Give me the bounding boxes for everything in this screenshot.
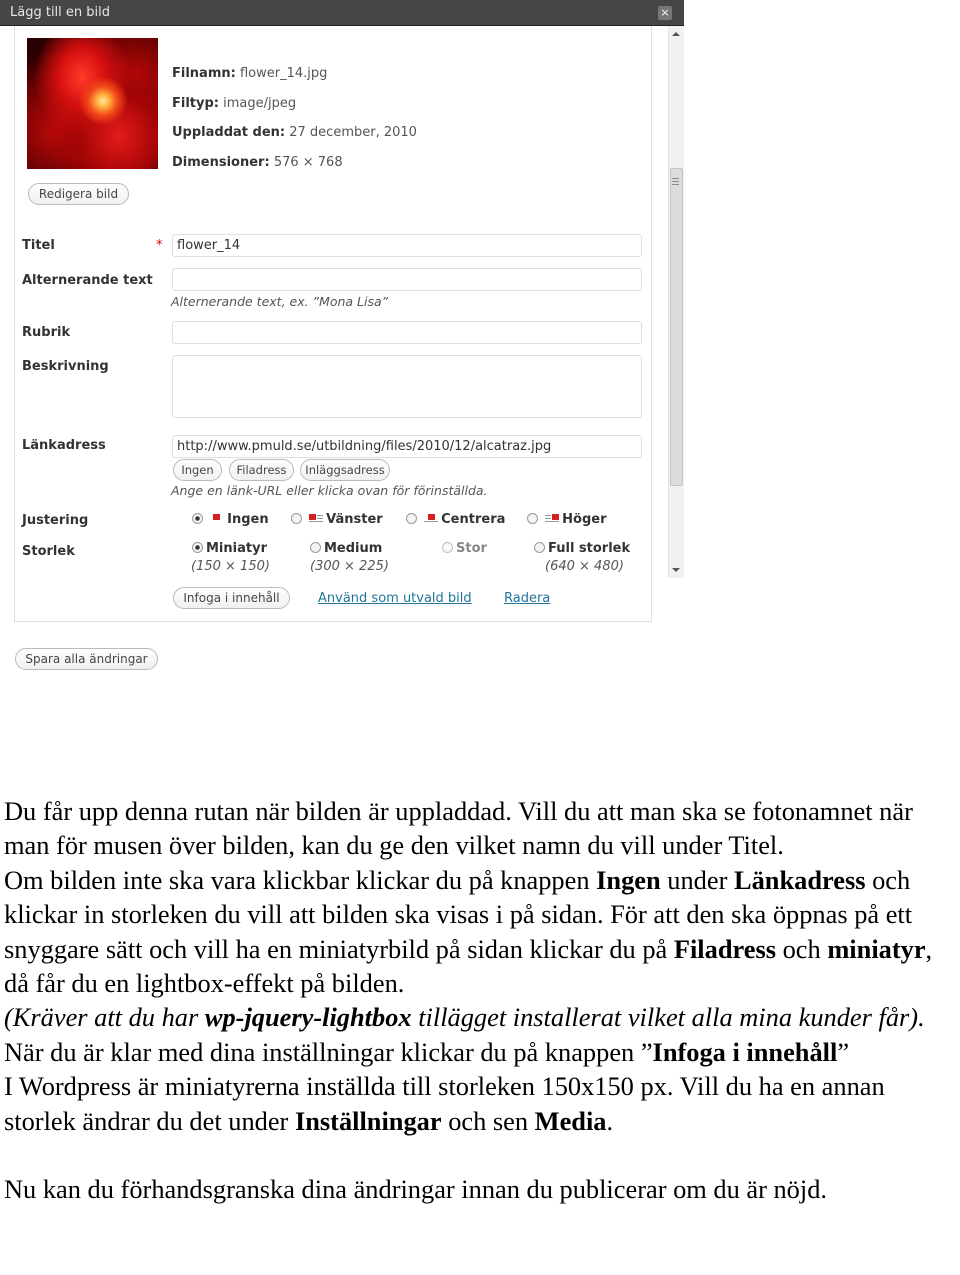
bold-filadress: Filadress <box>673 933 777 964</box>
size-full-option[interactable] <box>534 541 630 556</box>
size-medium-dims: (300 × 225) <box>310 559 389 574</box>
dimensions-value: 576 × 768 <box>273 155 343 170</box>
size-large-radio <box>442 542 453 553</box>
size-label: Storlek <box>22 544 75 559</box>
scrollbar[interactable] <box>668 26 684 578</box>
size-thumbnail-label: Miniatyr <box>206 541 267 556</box>
align-center-label: Centrera <box>441 512 506 527</box>
paragraph-preview: Nu kan du förhandsgranska dina ändringar innan du publicerar om du är nöjd. <box>4 1174 828 1205</box>
text-run: , då får du en lightbox-effekt på bilden. <box>4 933 933 999</box>
align-none-icon <box>210 513 224 523</box>
filename-value: flower_14.jpg <box>239 66 328 81</box>
caption-input[interactable] <box>172 321 642 344</box>
align-right-label: Höger <box>562 512 607 527</box>
align-left-radio[interactable] <box>291 513 302 524</box>
scroll-up-arrow-icon[interactable] <box>672 32 680 36</box>
document-body <box>4 794 960 1206</box>
size-medium-option[interactable] <box>310 541 382 556</box>
text-run: och <box>776 933 828 964</box>
scrollbar-thumb[interactable] <box>670 168 683 486</box>
link-post-url-button[interactable]: Inläggsadress <box>300 459 390 481</box>
size-full-dims: (640 × 480) <box>545 559 624 574</box>
use-as-featured-link[interactable]: Använd som utvald bild <box>318 591 472 606</box>
filetype-value: image/jpeg <box>223 96 297 111</box>
filename-label: Filnamn: <box>172 66 236 81</box>
align-center-radio[interactable] <box>406 513 417 524</box>
dimensions-row <box>172 155 343 170</box>
add-image-dialog <box>0 0 684 606</box>
paragraph-lightbox-note <box>4 1000 960 1034</box>
align-left-option[interactable] <box>291 512 383 527</box>
dimensions-label: Dimensioner: <box>172 155 270 170</box>
text-run: . <box>606 1105 614 1136</box>
align-none-option[interactable] <box>192 512 269 527</box>
align-right-radio[interactable] <box>527 513 538 524</box>
paragraph-intro: Du får upp denna rutan när bilden är uppladdad. Vill du att man ska se fotonamnet när man för musen över bilden, kan du ge den vilket namn du vill under Titel. <box>4 796 913 861</box>
alt-text-hint: Alternerande text, ex. ”Mona Lisa” <box>171 294 389 309</box>
title-label: Titel <box>22 238 55 253</box>
uploaded-row <box>172 125 417 140</box>
link-url-hint: Ange en länk-URL eller klicka ovan för förinställda. <box>171 483 488 498</box>
size-medium-radio[interactable] <box>310 542 321 553</box>
italic-run: tillägget installerat vilket alla mina kunder får). <box>411 1002 925 1033</box>
required-asterisk: * <box>156 238 163 253</box>
paragraph-thumbnail-size <box>4 1069 960 1138</box>
delete-link[interactable]: Radera <box>504 591 551 606</box>
bold-infoga: Infoga i innehåll <box>652 1036 838 1067</box>
dialog-title: Lägg till en bild <box>10 5 111 20</box>
text-run: Om bilden inte ska vara klickbar klickar du på knappen <box>4 864 597 895</box>
scroll-down-arrow-icon[interactable] <box>672 568 680 572</box>
size-full-label: Full storlek <box>548 541 631 556</box>
bold-ingen: Ingen <box>596 864 661 895</box>
text-run: ” <box>837 1036 850 1067</box>
text-run: När du är klar med dina inställningar klickar du på knappen ” <box>4 1036 653 1067</box>
align-none-label: Ingen <box>227 512 269 527</box>
filename-row <box>172 66 327 81</box>
text-run: under <box>660 864 734 895</box>
filetype-row <box>172 96 296 111</box>
alt-text-input[interactable] <box>172 268 642 291</box>
text-run: och sen <box>441 1105 535 1136</box>
uploaded-label: Uppladdat den: <box>172 125 286 140</box>
size-thumbnail-radio[interactable] <box>192 542 203 553</box>
filetype-label: Filtyp: <box>172 96 219 111</box>
link-none-button[interactable]: Ingen <box>173 459 222 481</box>
caption-label: Rubrik <box>22 325 71 340</box>
link-url-input[interactable] <box>172 435 642 458</box>
text-run: I Wordpress är miniatyrerna inställda till storleken 150x150 px. Vill du ha en annan storlek ändrar du det under <box>4 1071 885 1136</box>
paragraph-gap <box>4 1138 960 1172</box>
italic-run: (Kräver att du har <box>4 1002 205 1033</box>
image-thumbnail <box>27 38 158 169</box>
bold-lankadress: Länkadress <box>733 864 866 895</box>
bold-media: Media <box>534 1105 607 1136</box>
align-none-radio[interactable] <box>192 513 203 524</box>
paragraph-insert <box>4 1035 960 1069</box>
description-textarea[interactable] <box>172 355 642 418</box>
uploaded-value: 27 december, 2010 <box>289 125 417 140</box>
paragraph-link-settings <box>4 863 960 1001</box>
size-thumbnail-option[interactable] <box>192 541 267 556</box>
bold-italic-plugin-name: wp-jquery-lightbox <box>204 1002 412 1033</box>
link-file-url-button[interactable]: Filadress <box>229 459 294 481</box>
size-full-radio[interactable] <box>534 542 545 553</box>
align-center-icon <box>424 513 438 523</box>
size-thumbnail-dims: (150 × 150) <box>191 559 270 574</box>
align-center-option[interactable] <box>406 512 505 527</box>
dialog-titlebar <box>0 0 684 26</box>
size-large-label: Stor <box>456 541 487 556</box>
size-large-option <box>442 541 487 556</box>
save-all-changes-button[interactable]: Spara alla ändringar <box>15 648 158 670</box>
bold-miniatyr: miniatyr <box>827 933 926 964</box>
bold-installningar: Inställningar <box>294 1105 442 1136</box>
close-icon[interactable]: × <box>658 6 672 20</box>
edit-image-button[interactable]: Redigera bild <box>28 183 129 205</box>
align-left-icon <box>309 513 323 523</box>
description-label: Beskrivning <box>22 359 109 374</box>
insert-into-post-button[interactable]: Infoga i innehåll <box>173 587 290 609</box>
align-left-label: Vänster <box>326 512 383 527</box>
align-right-icon <box>545 513 559 523</box>
text-run: och klickar in storleken du vill att bilden ska visas i på sidan. För att den ska öppnas på ett snyggare sätt och vill ha en miniatyrbild på sidan klickar du på <box>4 864 913 964</box>
alt-text-label: Alternerande text <box>22 273 153 288</box>
title-input[interactable] <box>172 234 642 257</box>
size-medium-label: Medium <box>324 541 383 556</box>
alignment-label: Justering <box>22 513 89 528</box>
align-right-option[interactable] <box>527 512 607 527</box>
scrollbar-grip-icon <box>672 178 679 185</box>
link-url-label: Länkadress <box>22 438 106 453</box>
